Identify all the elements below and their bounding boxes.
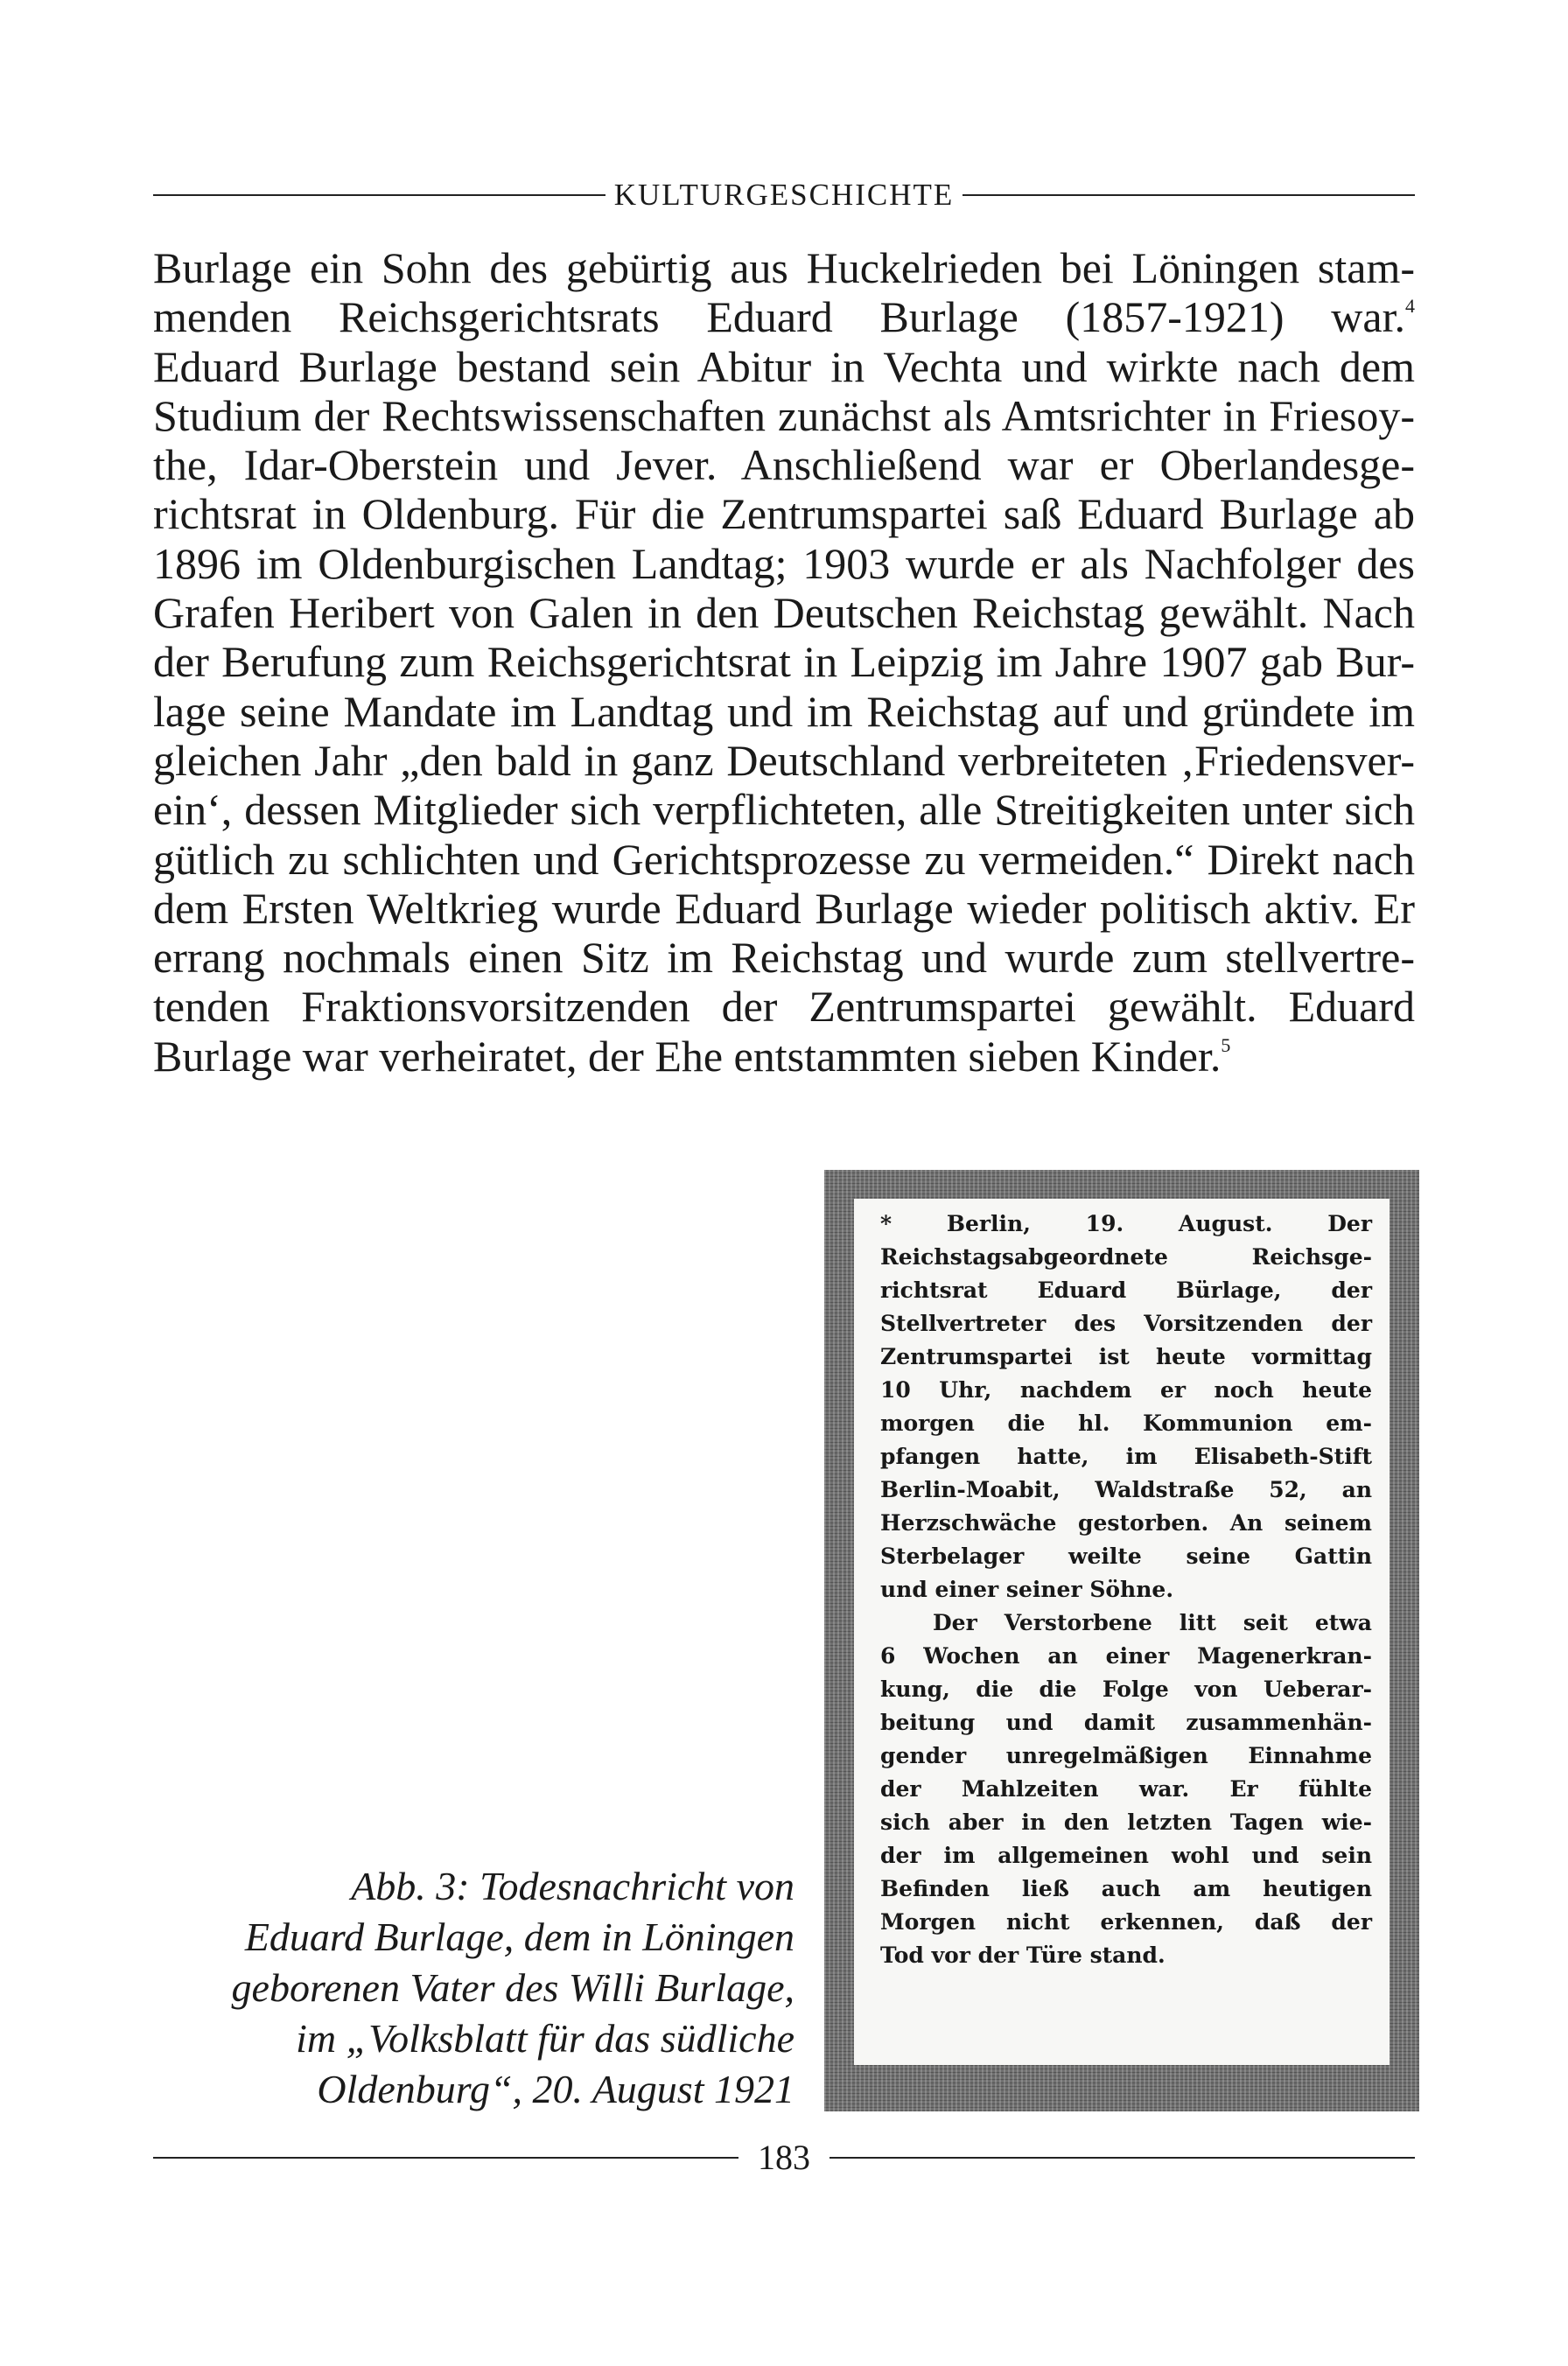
clipping-line: Zentrumspartei ist heute vormittag: [880, 1344, 1372, 1369]
clipping-text: [854, 1199, 1390, 2065]
caption-line: im „Volksblatt für das südliche: [296, 2016, 794, 2061]
page-number: 183: [758, 2138, 810, 2177]
clipping-line: pfangen hatte, im Elisabeth-Stift: [880, 1444, 1372, 1469]
clipping-line: gender unregelmäßigen Einnahme: [880, 1743, 1372, 1768]
body-line-with-footnote: [153, 292, 1415, 341]
caption-line: Eduard Burlage, dem in Löningen: [244, 1914, 794, 1959]
body-line-text: Burlage war verheiratet, der Ehe entstammten sieben Kinder.: [153, 1031, 1222, 1081]
clipping-line: richtsrat Eduard Bürlage, der: [880, 1278, 1372, 1303]
clipping-line: 6 Wochen an einer Magenerkran-: [880, 1643, 1372, 1669]
clipping-line: Reichstagsabgeordnete Reichsge-: [880, 1244, 1372, 1270]
body-text: [153, 243, 1415, 1081]
caption-line: geborenen Vater des Willi Burlage,: [231, 1965, 794, 2010]
running-head-rule-left: [153, 194, 606, 196]
caption-line: Abb. 3: Todesnachricht von: [351, 1864, 794, 1908]
page-footer: [153, 2138, 1415, 2178]
body-line: richtsrat in Oldenburg. Für die Zentrumspartei saß Eduard Burlage ab: [153, 489, 1415, 539]
caption-line: Oldenburg“, 20. August 1921: [317, 2067, 794, 2111]
newspaper-clipping-image: [824, 1170, 1419, 2111]
body-line: lage seine Mandate im Landtag und im Reichstag auf und gründete im: [153, 686, 1415, 736]
clipping-line: Sterbelager weilte seine Gattin: [880, 1544, 1372, 1569]
body-line-with-footnote: [153, 1032, 1415, 1081]
clipping-line: beitung und damit zusammenhän-: [880, 1710, 1372, 1735]
clipping-line: Tod vor der Türe stand.: [880, 1942, 1166, 1968]
body-line: errang nochmals einen Sitz im Reichstag und wurde zum stellvertre-: [153, 933, 1415, 983]
body-line: der Berufung zum Reichsgerichtsrat in Leipzig im Jahre 1907 gab Bur-: [153, 637, 1415, 687]
body-line: dem Ersten Weltkrieg wurde Eduard Burlage wieder politisch aktiv. Er: [153, 883, 1415, 933]
clipping-line: Der Verstorbene litt seit etwa: [933, 1610, 1372, 1635]
clipping-line: und einer seiner Söhne.: [880, 1577, 1174, 1602]
body-line-text: menden Reichsgerichtsrats Eduard Burlage (1857-1921) war.: [153, 292, 1405, 342]
body-line: Eduard Burlage bestand sein Abitur in Vechta und wirkte nach dem: [153, 341, 1415, 391]
body-line: ein‘, dessen Mitglieder sich verpflichteten, alle Streitigkeiten unter sich: [153, 785, 1415, 835]
body-line: gütlich zu schlichten und Gerichtsprozesse zu vermeiden.“ Direkt nach: [153, 834, 1415, 884]
footer-rule-right: [830, 2157, 1415, 2159]
running-head-title: KULTURGESCHICHTE: [613, 178, 955, 212]
clipping-line: Befinden ließ auch am heutigen: [880, 1876, 1372, 1901]
clipping-line: der im allgemeinen wohl und sein: [880, 1843, 1372, 1868]
clipping-line: Stellvertreter des Vorsitzenden der: [880, 1311, 1372, 1336]
body-line: Studium der Rechtswissenschaften zunächst als Amtsrichter in Friesoy-: [153, 390, 1415, 440]
clipping-line: der Mahlzeiten war. Er fühlte: [880, 1776, 1372, 1802]
figure-caption: [153, 1861, 794, 2115]
body-line: Grafen Heribert von Galen in den Deutschen Reichstag gewählt. Nach: [153, 588, 1415, 638]
body-line: tenden Fraktionsvorsitzenden der Zentrumspartei gewählt. Eduard: [153, 982, 1415, 1032]
body-line: 1896 im Oldenburgischen Landtag; 1903 wurde er als Nachfolger des: [153, 538, 1415, 588]
clipping-line: morgen die hl. Kommunion em-: [880, 1410, 1372, 1436]
body-line: gleichen Jahr „den bald in ganz Deutschland verbreiteten ‚Friedensver-: [153, 735, 1415, 785]
clipping-line: Morgen nicht erkennen, daß der: [880, 1909, 1372, 1935]
body-line: Burlage ein Sohn des gebürtig aus Huckelrieden bei Löningen stam-: [153, 243, 1415, 292]
clipping-line: sich aber in den letzten Tagen wie-: [880, 1810, 1372, 1835]
footnote-ref: 4: [1405, 295, 1415, 318]
clipping-line: Berlin-Moabit, Waldstraße 52, an: [880, 1477, 1372, 1502]
clipping-line: * Berlin, 19. August. Der: [880, 1211, 1372, 1236]
footnote-ref: 5: [1221, 1033, 1231, 1056]
running-head: [153, 178, 1415, 213]
clipping-line: kung, die die Folge von Ueberar-: [880, 1676, 1372, 1702]
clipping-line: 10 Uhr, nachdem er noch heute: [880, 1377, 1372, 1403]
running-head-rule-right: [962, 194, 1415, 196]
footer-rule-left: [153, 2157, 738, 2159]
body-line: the, Idar-Oberstein und Jever. Anschließend war er Oberlandesge-: [153, 440, 1415, 490]
clipping-line: Herzschwäche gestorben. An seinem: [880, 1510, 1372, 1536]
